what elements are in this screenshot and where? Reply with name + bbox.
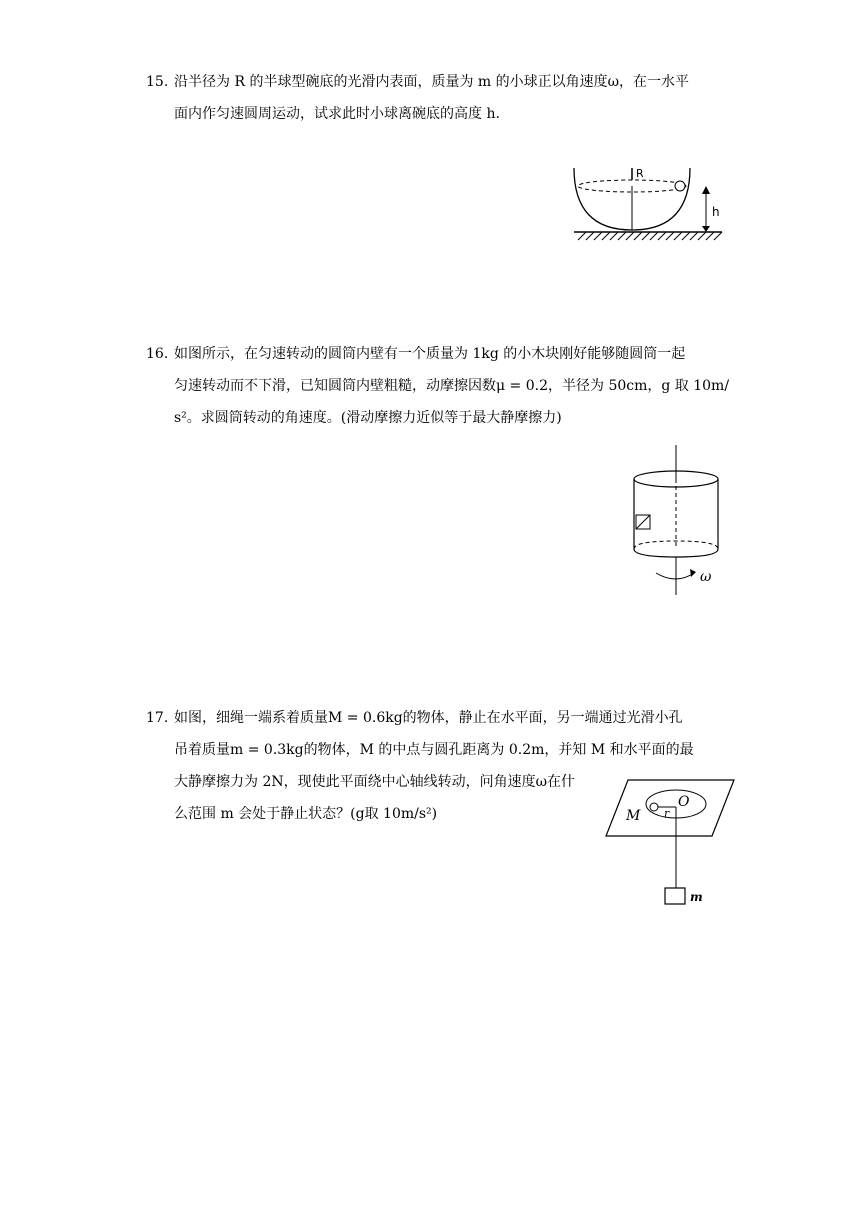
rotating-cylinder-figure bbox=[626, 445, 726, 595]
question-16 bbox=[146, 338, 730, 434]
rotating-plane-figure bbox=[604, 776, 736, 908]
label-r: r bbox=[664, 807, 670, 820]
question-number: 16. bbox=[146, 346, 169, 362]
label-h: h bbox=[712, 205, 720, 219]
question-text-line: 如图，细绳一端系着质量M = 0.6kg的物体，静止在水平面，另一端通过光滑小孔 bbox=[174, 710, 683, 726]
label-m: m bbox=[690, 890, 703, 904]
question-text-line: 沿半径为 R 的半球型碗底的光滑内表面，质量为 m 的小球正以角速度ω，在一水平 bbox=[174, 74, 690, 90]
question-text-line: 吊着质量m = 0.3kg的物体，M 的中点与圆孔距离为 0.2m，并知 M 和水平面的最 bbox=[174, 742, 694, 758]
question-text-line: 匀速转动而不下滑，已知圆筒内壁粗糙，动摩擦因数μ = 0.2，半径为 50cm，g 取 10m/ bbox=[174, 378, 730, 394]
question-text-line: 如图所示，在匀速转动的圆筒内壁有一个质量为 1kg 的小木块刚好能够随圆筒一起 bbox=[174, 346, 686, 362]
label-R: R bbox=[636, 167, 644, 180]
question-text-line: s²。求圆筒转动的角速度。(滑动摩擦力近似等于最大静摩擦力) bbox=[174, 410, 562, 426]
label-O: O bbox=[678, 794, 690, 810]
hemisphere-bowl-figure bbox=[568, 160, 728, 242]
label-omega: ω bbox=[700, 569, 712, 585]
question-number: 15. bbox=[146, 74, 169, 90]
question-15 bbox=[146, 66, 716, 130]
question-text-line: 么范围 m 会处于静止状态？(g取 10m/s²) bbox=[174, 806, 438, 822]
question-text-line: 大静摩擦力为 2N，现使此平面绕中心轴线转动，问角速度ω在什 bbox=[174, 774, 576, 790]
label-M: M bbox=[626, 808, 641, 824]
question-text-line: 面内作匀速圆周运动，试求此时小球离碗底的高度 h. bbox=[174, 106, 500, 122]
question-number: 17. bbox=[146, 710, 169, 726]
